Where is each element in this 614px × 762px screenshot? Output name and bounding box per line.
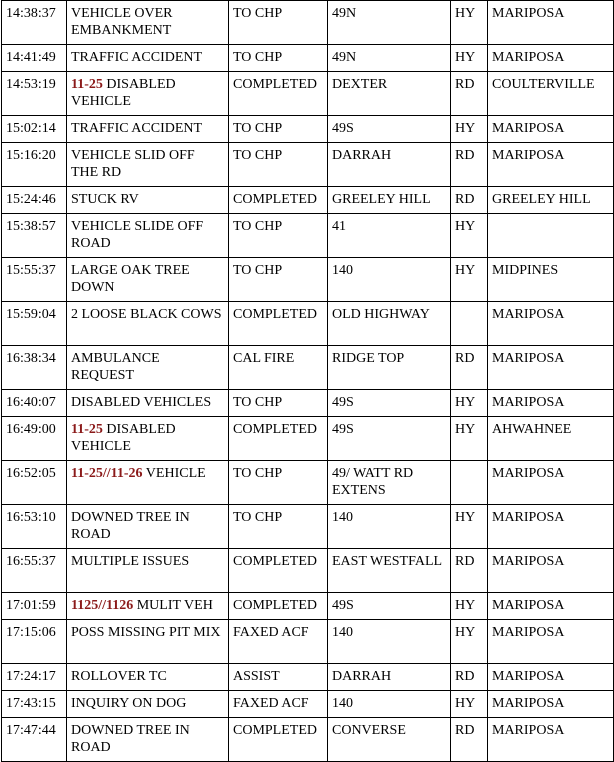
- location-cell: DEXTER: [328, 72, 451, 116]
- area-cell: MARIPOSA: [488, 691, 614, 718]
- description-cell: [67, 45, 229, 72]
- incident-code: 11-25//11-26: [71, 466, 143, 481]
- description-cell: [67, 214, 229, 258]
- table-row: [2, 620, 614, 664]
- description-cell: [67, 593, 229, 620]
- area-cell: MARIPOSA: [488, 302, 614, 346]
- location-cell: 49S: [328, 116, 451, 143]
- location-cell: 49S: [328, 593, 451, 620]
- road-type-cell: RD: [451, 143, 488, 187]
- area-cell: MARIPOSA: [488, 505, 614, 549]
- incident-log-table: [1, 0, 614, 762]
- status-cell: TO CHP: [229, 461, 328, 505]
- area-cell: COULTERVILLE: [488, 72, 614, 116]
- description-cell: [67, 620, 229, 664]
- description-cell: [67, 549, 229, 593]
- status-cell: TO CHP: [229, 390, 328, 417]
- table-row: [2, 143, 614, 187]
- incident-code: 11-25: [71, 422, 103, 437]
- description-text: VEHICLE SLIDE OFF ROAD: [71, 219, 207, 251]
- location-cell: DARRAH: [328, 664, 451, 691]
- description-text: TRAFFIC ACCIDENT: [71, 121, 203, 136]
- status-cell: COMPLETED: [229, 549, 328, 593]
- road-type-cell: RD: [451, 718, 488, 762]
- status-cell: COMPLETED: [229, 593, 328, 620]
- table-row: [2, 302, 614, 346]
- location-cell: 49/ WATT RD EXTENS: [328, 461, 451, 505]
- area-cell: MARIPOSA: [488, 461, 614, 505]
- description-text: DISABLED VEHICLE: [71, 77, 179, 109]
- road-type-cell: HY: [451, 45, 488, 72]
- description-cell: [67, 691, 229, 718]
- area-cell: MARIPOSA: [488, 45, 614, 72]
- road-type-cell: [451, 461, 488, 505]
- description-text: INQUIRY ON DOG: [71, 696, 187, 711]
- time-cell: 16:52:05: [2, 461, 67, 505]
- table-row: [2, 346, 614, 390]
- area-cell: MARIPOSA: [488, 549, 614, 593]
- description-cell: [67, 187, 229, 214]
- area-cell: GREELEY HILL: [488, 187, 614, 214]
- area-cell: MIDPINES: [488, 258, 614, 302]
- time-cell: 17:43:15: [2, 691, 67, 718]
- time-cell: 14:38:37: [2, 1, 67, 45]
- status-cell: TO CHP: [229, 258, 328, 302]
- road-type-cell: RD: [451, 72, 488, 116]
- location-cell: EAST WESTFALL: [328, 549, 451, 593]
- status-cell: TO CHP: [229, 45, 328, 72]
- location-cell: 49S: [328, 417, 451, 461]
- road-type-cell: HY: [451, 417, 488, 461]
- status-cell: COMPLETED: [229, 302, 328, 346]
- road-type-cell: RD: [451, 664, 488, 691]
- location-cell: OLD HIGHWAY: [328, 302, 451, 346]
- area-cell: MARIPOSA: [488, 593, 614, 620]
- table-row: [2, 593, 614, 620]
- location-cell: DARRAH: [328, 143, 451, 187]
- description-text: VEHICLE SLID OFF THE RD: [71, 148, 198, 180]
- location-cell: 49N: [328, 1, 451, 45]
- table-row: [2, 116, 614, 143]
- time-cell: 15:02:14: [2, 116, 67, 143]
- area-cell: MARIPOSA: [488, 1, 614, 45]
- description-cell: [67, 664, 229, 691]
- status-cell: TO CHP: [229, 116, 328, 143]
- description-text: POSS MISSING PIT MIX: [71, 625, 221, 640]
- description-cell: [67, 258, 229, 302]
- road-type-cell: HY: [451, 116, 488, 143]
- road-type-cell: HY: [451, 258, 488, 302]
- incident-code: 11-25: [71, 77, 103, 92]
- description-cell: [67, 461, 229, 505]
- location-cell: 41: [328, 214, 451, 258]
- time-cell: 17:47:44: [2, 718, 67, 762]
- description-text: 2 LOOSE BLACK COWS: [71, 307, 222, 322]
- time-cell: 15:38:57: [2, 214, 67, 258]
- description-cell: [67, 417, 229, 461]
- description-text: DOWNED TREE IN ROAD: [71, 510, 194, 542]
- table-row: [2, 505, 614, 549]
- description-cell: [67, 302, 229, 346]
- status-cell: TO CHP: [229, 1, 328, 45]
- description-text: STUCK RV: [71, 192, 139, 207]
- time-cell: 15:24:46: [2, 187, 67, 214]
- description-cell: [67, 116, 229, 143]
- location-cell: 49S: [328, 390, 451, 417]
- time-cell: 15:59:04: [2, 302, 67, 346]
- area-cell: MARIPOSA: [488, 664, 614, 691]
- location-cell: 140: [328, 258, 451, 302]
- description-text: DOWNED TREE IN ROAD: [71, 723, 194, 755]
- time-cell: 15:55:37: [2, 258, 67, 302]
- description-cell: [67, 1, 229, 45]
- area-cell: MARIPOSA: [488, 116, 614, 143]
- status-cell: COMPLETED: [229, 187, 328, 214]
- road-type-cell: HY: [451, 620, 488, 664]
- description-cell: [67, 72, 229, 116]
- status-cell: COMPLETED: [229, 417, 328, 461]
- area-cell: MARIPOSA: [488, 718, 614, 762]
- table-row: [2, 718, 614, 762]
- time-cell: 17:15:06: [2, 620, 67, 664]
- table-row: [2, 214, 614, 258]
- location-cell: 140: [328, 691, 451, 718]
- road-type-cell: RD: [451, 187, 488, 214]
- road-type-cell: HY: [451, 593, 488, 620]
- status-cell: COMPLETED: [229, 72, 328, 116]
- description-text: AMBULANCE REQUEST: [71, 351, 164, 383]
- description-text: ROLLOVER TC: [71, 669, 167, 684]
- description-text: MULTIPLE ISSUES: [71, 554, 190, 569]
- area-cell: MARIPOSA: [488, 346, 614, 390]
- table-row: [2, 1, 614, 45]
- time-cell: 15:16:20: [2, 143, 67, 187]
- area-cell: MARIPOSA: [488, 620, 614, 664]
- time-cell: 16:49:00: [2, 417, 67, 461]
- road-type-cell: HY: [451, 390, 488, 417]
- description-cell: [67, 143, 229, 187]
- time-cell: 17:24:17: [2, 664, 67, 691]
- table-row: [2, 390, 614, 417]
- area-cell: MARIPOSA: [488, 143, 614, 187]
- time-cell: 16:53:10: [2, 505, 67, 549]
- status-cell: FAXED ACF: [229, 691, 328, 718]
- description-cell: [67, 505, 229, 549]
- location-cell: GREELEY HILL: [328, 187, 451, 214]
- description-text: LARGE OAK TREE DOWN: [71, 263, 194, 295]
- location-cell: CONVERSE: [328, 718, 451, 762]
- status-cell: ASSIST: [229, 664, 328, 691]
- road-type-cell: HY: [451, 691, 488, 718]
- time-cell: 14:41:49: [2, 45, 67, 72]
- location-cell: RIDGE TOP: [328, 346, 451, 390]
- table-row: [2, 461, 614, 505]
- road-type-cell: RD: [451, 346, 488, 390]
- table-row: [2, 258, 614, 302]
- location-cell: 140: [328, 620, 451, 664]
- area-cell: AHWAHNEE: [488, 417, 614, 461]
- description-cell: [67, 390, 229, 417]
- road-type-cell: HY: [451, 214, 488, 258]
- road-type-cell: [451, 302, 488, 346]
- description-cell: [67, 346, 229, 390]
- time-cell: 16:55:37: [2, 549, 67, 593]
- table-row: [2, 691, 614, 718]
- road-type-cell: HY: [451, 505, 488, 549]
- table-row: [2, 417, 614, 461]
- time-cell: 16:38:34: [2, 346, 67, 390]
- table-row: [2, 664, 614, 691]
- status-cell: COMPLETED: [229, 718, 328, 762]
- table-row: [2, 72, 614, 116]
- incident-code: 1125//1126: [71, 598, 134, 613]
- status-cell: TO CHP: [229, 505, 328, 549]
- description-text: VEHICLE: [142, 466, 206, 481]
- time-cell: 14:53:19: [2, 72, 67, 116]
- road-type-cell: RD: [451, 549, 488, 593]
- description-text: TRAFFIC ACCIDENT: [71, 50, 203, 65]
- time-cell: 17:01:59: [2, 593, 67, 620]
- location-cell: 140: [328, 505, 451, 549]
- description-cell: [67, 718, 229, 762]
- description-text: VEHICLE OVER EMBANKMENT: [71, 6, 176, 38]
- status-cell: CAL FIRE: [229, 346, 328, 390]
- time-cell: 16:40:07: [2, 390, 67, 417]
- table-row: [2, 549, 614, 593]
- location-cell: 49N: [328, 45, 451, 72]
- road-type-cell: HY: [451, 1, 488, 45]
- status-cell: TO CHP: [229, 214, 328, 258]
- description-text: MULIT VEH: [133, 598, 213, 613]
- incident-log-body: [2, 1, 614, 762]
- area-cell: [488, 214, 614, 258]
- description-text: DISABLED VEHICLES: [71, 395, 212, 410]
- table-row: [2, 45, 614, 72]
- status-cell: TO CHP: [229, 143, 328, 187]
- status-cell: FAXED ACF: [229, 620, 328, 664]
- table-row: [2, 187, 614, 214]
- description-text: DISABLED VEHICLE: [71, 422, 179, 454]
- area-cell: MARIPOSA: [488, 390, 614, 417]
